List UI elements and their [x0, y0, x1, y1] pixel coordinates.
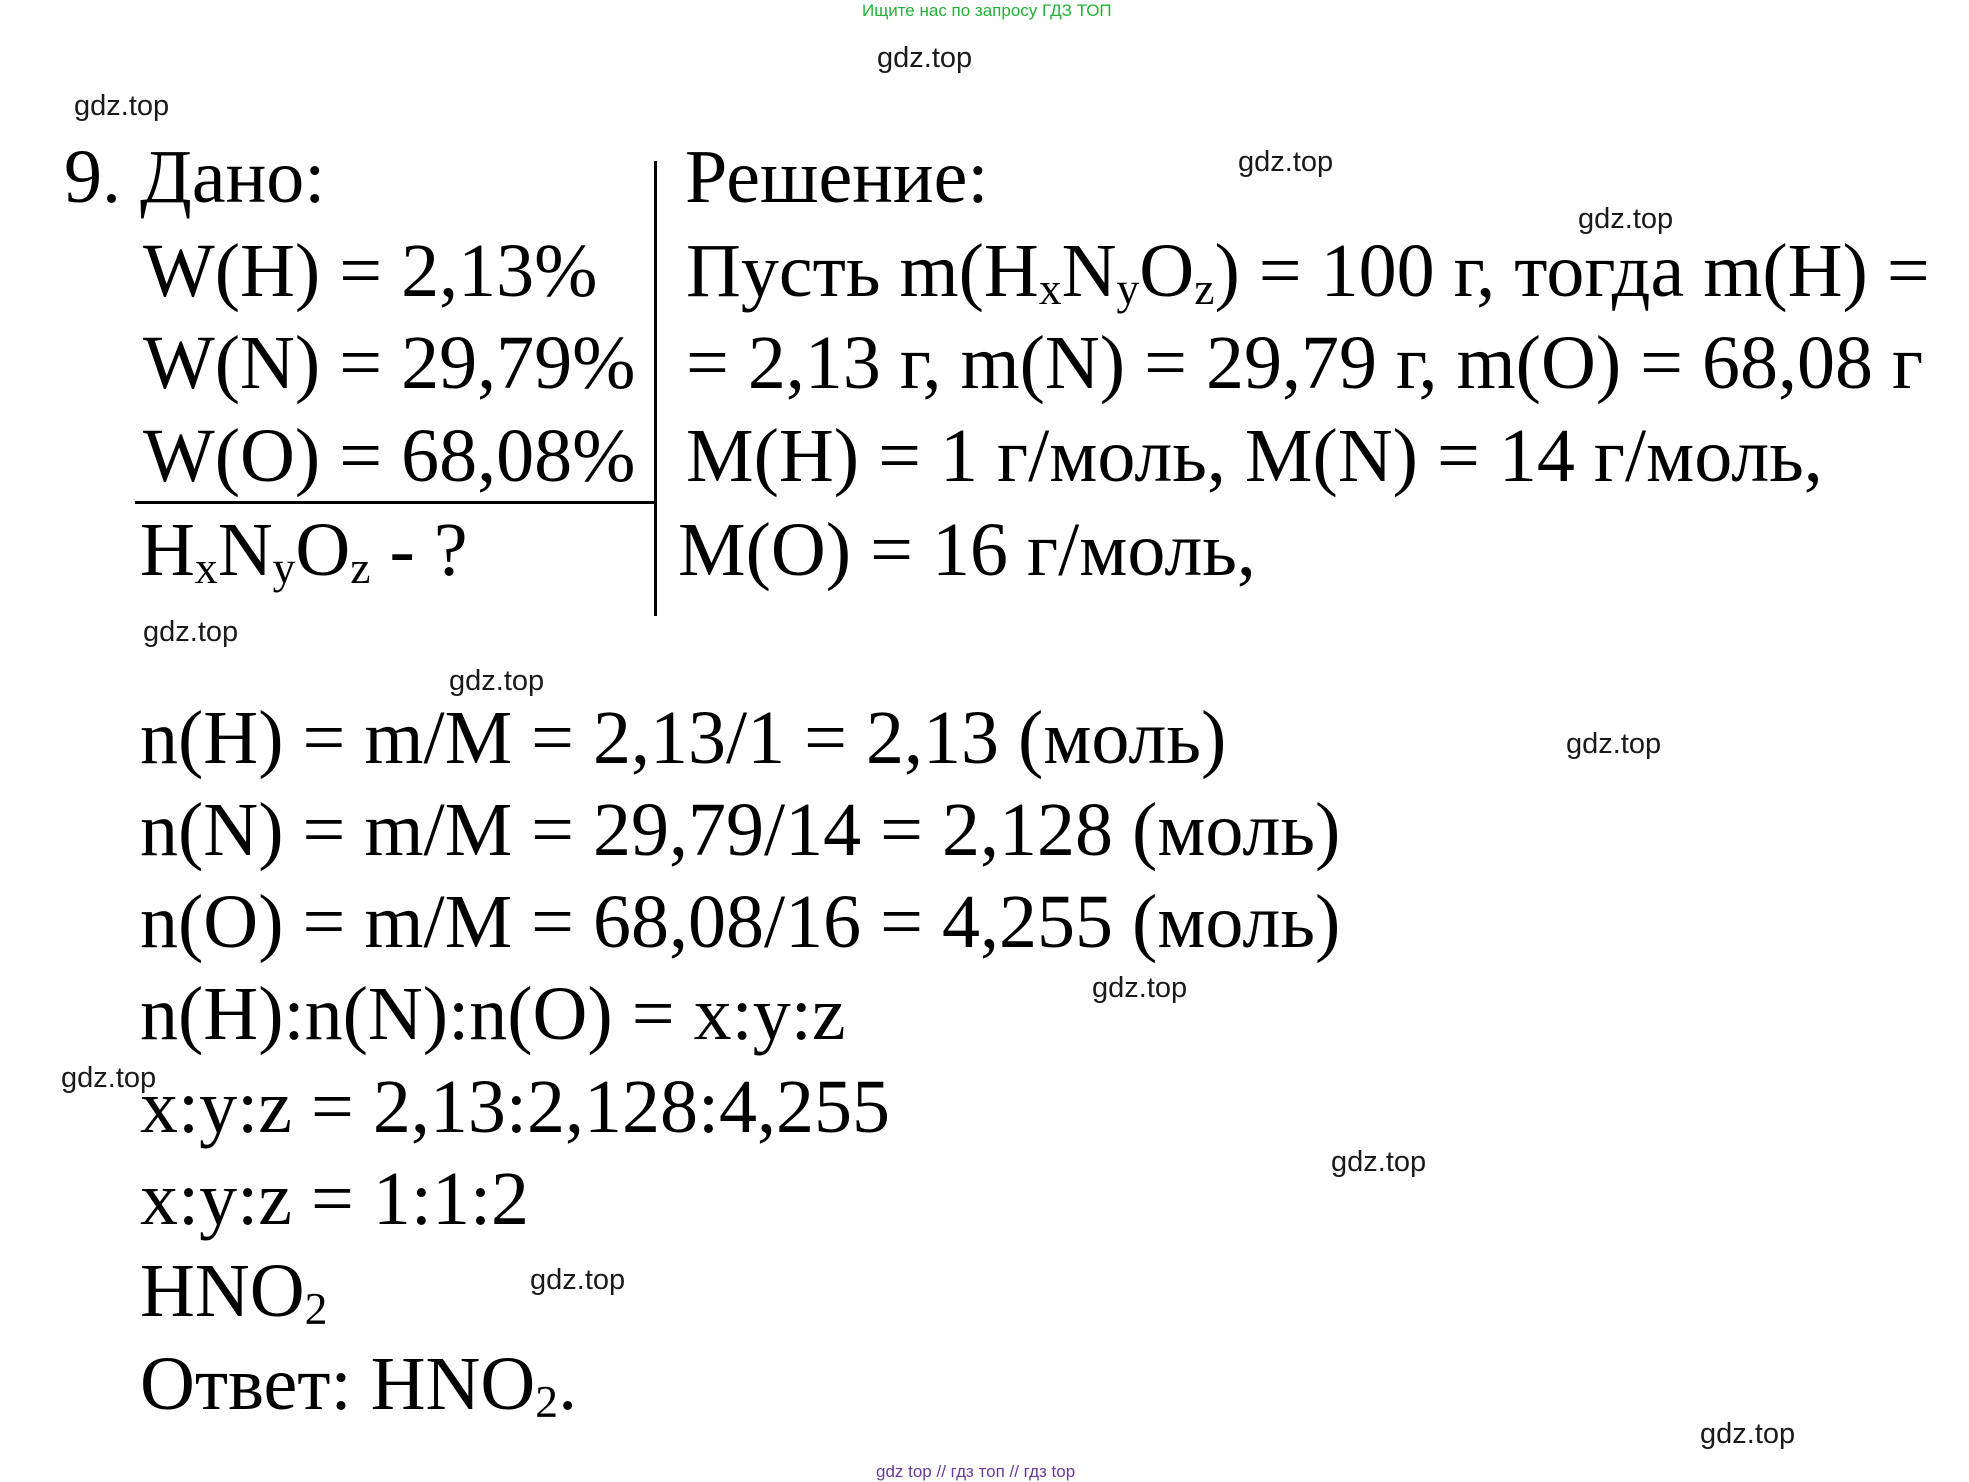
calc-line: x:y:z = 1:1:2 [140, 1157, 530, 1241]
watermark-text: gdz.top [449, 665, 545, 697]
watermark-text: gdz.top [877, 42, 973, 74]
watermark-text: gdz.top [1092, 972, 1188, 1004]
watermark-text: gdz.top [74, 90, 170, 122]
watermark-text: gdz.top [143, 616, 239, 648]
bottom-banner-links[interactable]: gdz top // гдз топ // гдз top [876, 1462, 1076, 1481]
result-formula: HNO2 [140, 1249, 328, 1335]
given-divider-horizontal [135, 501, 655, 504]
given-divider-vertical [654, 161, 657, 616]
find-formula: HxNyOz - ? [140, 508, 468, 594]
given-line: W(N) = 29,79% [143, 321, 636, 405]
watermark-text: gdz.top [61, 1062, 157, 1094]
watermark-text: gdz.top [1331, 1146, 1427, 1178]
solution-line: = 2,13 г, m(N) = 29,79 г, m(O) = 68,08 г [686, 321, 1924, 405]
watermark-text: gdz.top [530, 1264, 626, 1296]
watermark-text: gdz.top [1700, 1418, 1796, 1450]
calc-line: n(N) = m/M = 29,79/14 = 2,128 (моль) [140, 788, 1341, 872]
given-line: W(O) = 68,08% [143, 414, 636, 498]
solution-line: Пусть m(HxNyOz) = 100 г, тогда m(H) = [686, 229, 1930, 315]
watermark-text: gdz.top [1238, 146, 1334, 178]
solution-line: M(O) = 16 г/моль, [678, 508, 1256, 592]
solution-header: Решение: [685, 135, 989, 219]
solution-line: M(H) = 1 г/моль, M(N) = 14 г/моль, [686, 414, 1823, 498]
given-header: 9. Дано: [64, 135, 326, 219]
calc-line: n(O) = m/M = 68,08/16 = 4,255 (моль) [140, 880, 1341, 964]
watermark-text: gdz.top [1578, 203, 1674, 235]
calc-line: n(H) = m/M = 2,13/1 = 2,13 (моль) [140, 696, 1227, 780]
given-line: W(H) = 2,13% [143, 229, 598, 313]
calc-line: n(H):n(N):n(O) = x:y:z [140, 972, 846, 1056]
calc-line: x:y:z = 2,13:2,128:4,255 [140, 1065, 891, 1149]
top-banner-link[interactable]: Ищите нас по запросу ГДЗ ТОП [862, 1, 1112, 20]
answer-line: Ответ: HNO2. [140, 1342, 578, 1428]
watermark-text: gdz.top [1566, 728, 1662, 760]
